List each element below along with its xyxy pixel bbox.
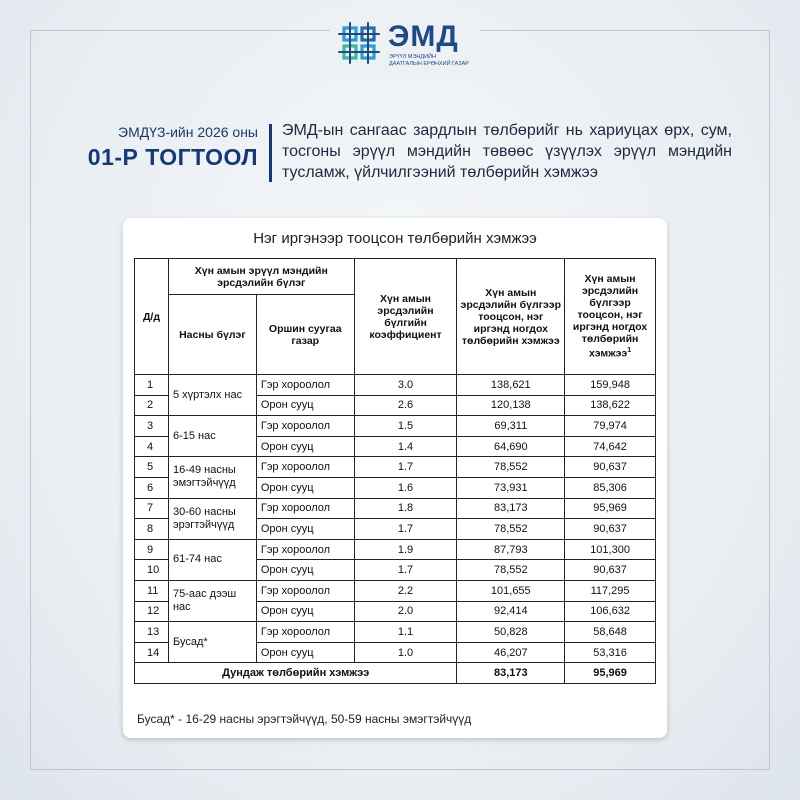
decree-description: ЭМД-ын сангаас зардлын төлбөрийг нь хариуцах өрх, сум, тосгоны эрүүл мэндийн төвөөс үзүүлэх эрүүл мэндийн тусламж, үйлчилгээний төлбөрийн хэмжээ — [282, 122, 732, 181]
table-row — [135, 416, 656, 437]
payment-2-cell: 85,306 — [565, 477, 656, 498]
row-index: 2 — [135, 395, 169, 416]
row-index: 13 — [135, 622, 169, 643]
age-group-cell: 75-аас дээш нас — [168, 580, 256, 621]
row-index: 12 — [135, 601, 169, 622]
table-row — [135, 498, 656, 519]
row-index: 14 — [135, 642, 169, 663]
coefficient-cell: 2.6 — [354, 395, 457, 416]
decree-line: ЭМДҮЗ-ийн 2026 оны — [118, 124, 258, 140]
coefficient-cell: 1.0 — [354, 642, 457, 663]
payment-1-cell: 78,552 — [457, 457, 565, 478]
residence-cell: Орон сууц — [256, 395, 354, 416]
payment-2-cell: 138,622 — [565, 395, 656, 416]
logo — [330, 18, 480, 74]
payment-2-cell: 53,316 — [565, 642, 656, 663]
decree-number: 01-Р ТОГТООЛ — [87, 144, 258, 170]
age-group-cell: 30-60 насны эрэгтэйчүүд — [168, 498, 256, 539]
row-index: 8 — [135, 519, 169, 540]
payment-1-cell: 83,173 — [457, 498, 565, 519]
payment-table — [134, 258, 656, 684]
total-row — [135, 663, 656, 684]
logo-subtitle: ЭРҮҮЛ МЭНДИЙН ДААТГАЛЫН ЕРӨНХИЙ ГАЗАР — [389, 54, 469, 67]
header-residence: Оршин суугаа газар — [256, 295, 354, 375]
table-row — [135, 375, 656, 396]
table-row — [135, 580, 656, 601]
coefficient-cell: 1.9 — [354, 539, 457, 560]
residence-cell: Орон сууц — [256, 560, 354, 581]
header-index: Д/д — [135, 259, 169, 375]
coefficient-cell: 1.7 — [354, 519, 457, 540]
decree-heading — [60, 124, 258, 171]
coefficient-cell: 2.2 — [354, 580, 457, 601]
residence-cell: Гэр хороолол — [256, 580, 354, 601]
payment-2-cell: 90,637 — [565, 457, 656, 478]
row-index: 6 — [135, 477, 169, 498]
residence-cell: Гэр хороолол — [256, 416, 354, 437]
payment-2-cell: 90,637 — [565, 519, 656, 540]
coefficient-cell: 1.4 — [354, 436, 457, 457]
payment-1-cell: 64,690 — [457, 436, 565, 457]
payment-2-cell: 106,632 — [565, 601, 656, 622]
header-payment-2-text: Хүн амын эрсдэлийн бүлгээр тооцсон, нэг иргэнд ногдох төлбөрийн хэмжээ — [572, 273, 648, 360]
header-coefficient: Хүн амын эрсдэлийн бүлгийн коэффициент — [354, 259, 457, 375]
emd-logo-icon — [336, 20, 382, 66]
header-divider — [269, 124, 272, 182]
residence-cell: Орон сууц — [256, 642, 354, 663]
header-payment-1: Хүн амын эрсдэлийн бүлгээр тооцсон, нэг иргэнд ногдох төлбөрийн хэмжээ — [457, 259, 565, 375]
payment-1-cell: 46,207 — [457, 642, 565, 663]
age-group-cell: 6-15 нас — [168, 416, 256, 457]
age-group-cell: 16-49 насны эмэгтэйчүүд — [168, 457, 256, 498]
row-index: 11 — [135, 580, 169, 601]
table-body — [135, 375, 656, 684]
table-title: Нэг иргэнээр тооцсон төлбөрийн хэмжээ — [253, 230, 537, 247]
table-row — [135, 539, 656, 560]
header-payment-2 — [565, 259, 656, 375]
residence-cell: Гэр хороолол — [256, 539, 354, 560]
residence-cell: Гэр хороолол — [256, 498, 354, 519]
coefficient-cell: 2.0 — [354, 601, 457, 622]
payment-2-cell: 95,969 — [565, 498, 656, 519]
coefficient-cell: 1.6 — [354, 477, 457, 498]
table-row — [135, 622, 656, 643]
residence-cell: Орон сууц — [256, 477, 354, 498]
coefficient-cell: 1.7 — [354, 560, 457, 581]
payment-1-cell: 87,793 — [457, 539, 565, 560]
logo-name: ЭМД — [388, 20, 459, 53]
row-index: 9 — [135, 539, 169, 560]
residence-cell: Гэр хороолол — [256, 375, 354, 396]
residence-cell: Орон сууц — [256, 436, 354, 457]
header-payment-2-sup: 1 — [627, 347, 632, 355]
coefficient-cell: 1.8 — [354, 498, 457, 519]
payment-2-cell: 101,300 — [565, 539, 656, 560]
payment-2-cell: 90,637 — [565, 560, 656, 581]
coefficient-cell: 1.5 — [354, 416, 457, 437]
row-index: 1 — [135, 375, 169, 396]
coefficient-cell: 3.0 — [354, 375, 457, 396]
footnote: Бусад* - 16-29 насны эрэгтэйчүүд, 50-59 насны эмэгтэйчүүд — [137, 712, 472, 726]
table-row — [135, 457, 656, 478]
residence-cell: Орон сууц — [256, 601, 354, 622]
payment-1-cell: 101,655 — [457, 580, 565, 601]
table-card — [123, 218, 667, 738]
header-age-group: Насны бүлэг — [168, 295, 256, 375]
age-group-cell: Бусад* — [168, 622, 256, 663]
payment-2-cell: 159,948 — [565, 375, 656, 396]
residence-cell: Орон сууц — [256, 519, 354, 540]
payment-2-cell: 79,974 — [565, 416, 656, 437]
payment-1-cell: 138,621 — [457, 375, 565, 396]
total-payment-1: 83,173 — [457, 663, 565, 684]
payment-2-cell: 117,295 — [565, 580, 656, 601]
payment-2-cell: 74,642 — [565, 436, 656, 457]
payment-1-cell: 69,311 — [457, 416, 565, 437]
payment-1-cell: 92,414 — [457, 601, 565, 622]
row-index: 5 — [135, 457, 169, 478]
residence-cell: Гэр хороолол — [256, 622, 354, 643]
residence-cell: Гэр хороолол — [256, 457, 354, 478]
total-payment-2: 95,969 — [565, 663, 656, 684]
coefficient-cell: 1.7 — [354, 457, 457, 478]
row-index: 4 — [135, 436, 169, 457]
total-label: Дундаж төлбөрийн хэмжээ — [135, 663, 457, 684]
row-index: 3 — [135, 416, 169, 437]
payment-2-cell: 58,648 — [565, 622, 656, 643]
payment-1-cell: 120,138 — [457, 395, 565, 416]
coefficient-cell: 1.1 — [354, 622, 457, 643]
payment-1-cell: 78,552 — [457, 519, 565, 540]
row-index: 7 — [135, 498, 169, 519]
age-group-cell: 61-74 нас — [168, 539, 256, 580]
payment-1-cell: 50,828 — [457, 622, 565, 643]
payment-1-cell: 78,552 — [457, 560, 565, 581]
row-index: 10 — [135, 560, 169, 581]
header-risk-group: Хүн амын эрүүл мэндийн эрсдэлийн бүлэг — [168, 259, 354, 295]
payment-1-cell: 73,931 — [457, 477, 565, 498]
age-group-cell: 5 хүртэлх нас — [168, 375, 256, 416]
